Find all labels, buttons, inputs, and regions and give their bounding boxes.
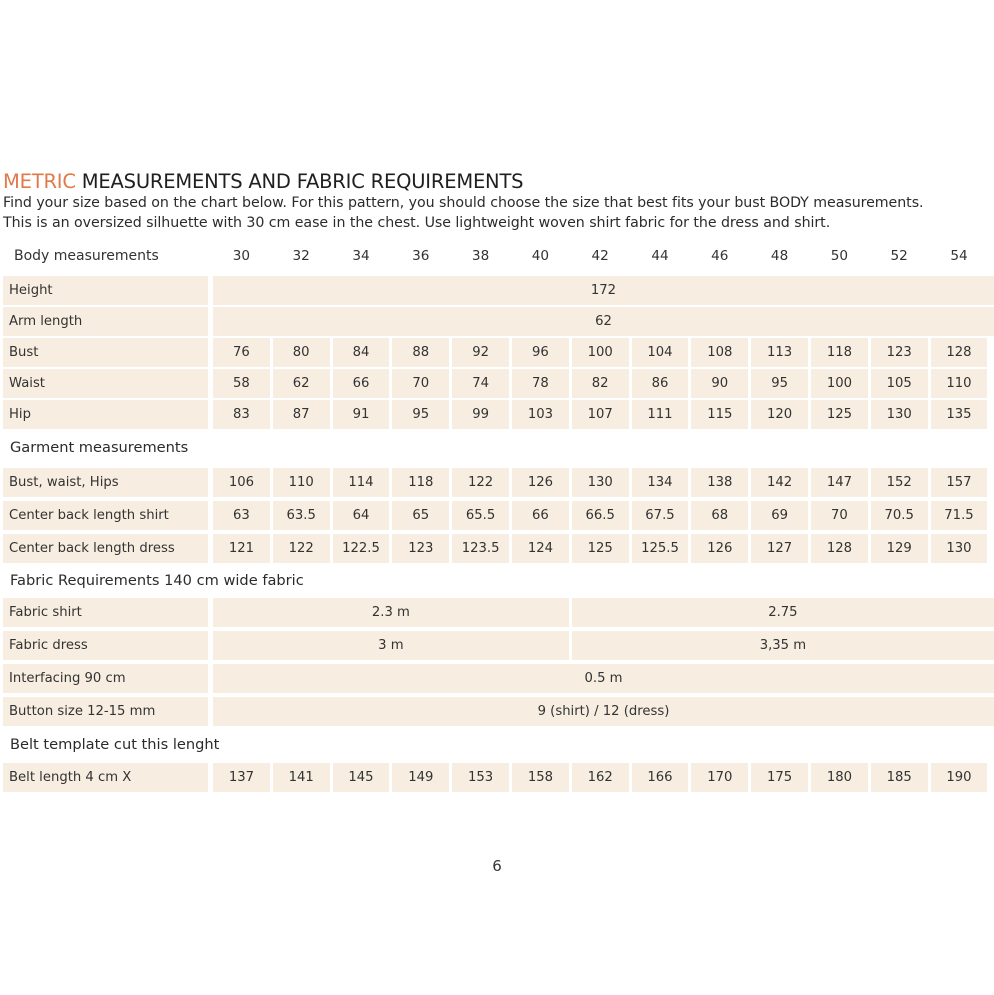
table-cell: 100 xyxy=(811,369,868,398)
table-cell: 88 xyxy=(392,338,449,367)
table-cell: 126 xyxy=(512,468,569,497)
table-cell: 125 xyxy=(811,400,868,429)
table-cell: 145 xyxy=(333,763,390,792)
span-cell: 9 (shirt) / 12 (dress) xyxy=(213,697,994,726)
row-label: Arm length xyxy=(3,307,208,336)
table-cell: 118 xyxy=(811,338,868,367)
belt-row xyxy=(3,763,994,792)
table-cell: 128 xyxy=(811,534,868,563)
table-cell: 147 xyxy=(811,468,868,497)
table-cell: 69 xyxy=(751,501,808,530)
intro-line: This is an oversized silhuette with 30 cm ease in the chest. Use lightweight woven shirt fabric for the dress and shirt. xyxy=(3,214,831,231)
table-cell: 66.5 xyxy=(572,501,629,530)
table-cell: 70 xyxy=(392,369,449,398)
table-cell: 107 xyxy=(572,400,629,429)
table-cell: 87 xyxy=(273,400,330,429)
table-cell: 106 xyxy=(213,468,270,497)
size-header-row xyxy=(3,243,994,269)
span-cell: 62 xyxy=(213,307,994,336)
fabric-row xyxy=(3,598,994,627)
fabric-row xyxy=(3,697,994,726)
table-cell: 110 xyxy=(273,468,330,497)
row-label: Fabric shirt xyxy=(3,598,208,627)
garment-row xyxy=(3,501,994,530)
table-cell: 162 xyxy=(572,763,629,792)
table-cell: 105 xyxy=(871,369,928,398)
size-header: 46 xyxy=(711,248,729,264)
table-cell: 114 xyxy=(333,468,390,497)
table-cell: 122 xyxy=(452,468,509,497)
table-cell: 68 xyxy=(691,501,748,530)
size-header: 54 xyxy=(950,248,968,264)
size-header: 36 xyxy=(412,248,430,264)
section-heading-garment: Garment measurements xyxy=(10,439,189,456)
table-cell: 84 xyxy=(333,338,390,367)
table-cell: 95 xyxy=(392,400,449,429)
table-cell: 142 xyxy=(751,468,808,497)
table-cell: 123 xyxy=(871,338,928,367)
row-label: Bust, waist, Hips xyxy=(3,468,208,497)
span-cell: 0.5 m xyxy=(213,664,994,693)
size-header: 40 xyxy=(531,248,550,264)
body-row xyxy=(3,276,994,305)
table-cell: 62 xyxy=(273,369,330,398)
size-header: 38 xyxy=(471,248,490,264)
table-cell: 76 xyxy=(213,338,270,367)
size-header: 34 xyxy=(352,248,370,264)
table-cell: 66 xyxy=(333,369,390,398)
fabric-left-cell: 3 m xyxy=(213,631,569,660)
table-cell: 134 xyxy=(632,468,689,497)
size-header: 50 xyxy=(830,248,849,264)
table-cell: 83 xyxy=(213,400,270,429)
table-cell: 67.5 xyxy=(632,501,689,530)
table-cell: 120 xyxy=(751,400,808,429)
table-cell: 138 xyxy=(691,468,748,497)
table-cell: 108 xyxy=(691,338,748,367)
span-cell: 172 xyxy=(213,276,994,305)
page-number: 6 xyxy=(492,857,502,875)
fabric-right-cell: 2.75 xyxy=(572,598,994,627)
table-cell: 78 xyxy=(512,369,569,398)
table-cell: 166 xyxy=(632,763,689,792)
row-label: Center back length dress xyxy=(3,534,208,563)
table-cell: 130 xyxy=(572,468,629,497)
table-cell: 170 xyxy=(691,763,748,792)
intro-line: Find your size based on the chart below. For this pattern, you should choose the size that best fits your bust BODY measurements. xyxy=(3,195,924,211)
title-accent: METRIC xyxy=(3,170,76,193)
table-cell: 66 xyxy=(512,501,569,530)
table-cell: 127 xyxy=(751,534,808,563)
table-cell: 118 xyxy=(392,468,449,497)
table-cell: 175 xyxy=(751,763,808,792)
row-label: Height xyxy=(3,276,208,305)
table-cell: 64 xyxy=(333,501,390,530)
row-label: Interfacing 90 cm xyxy=(3,664,208,693)
table-cell: 125 xyxy=(572,534,629,563)
row-label: Waist xyxy=(3,369,208,398)
row-label: Button size 12-15 mm xyxy=(3,697,208,726)
table-cell: 128 xyxy=(931,338,988,367)
table-cell: 157 xyxy=(931,468,988,497)
table-cell: 122 xyxy=(273,534,330,563)
table-cell: 111 xyxy=(632,400,689,429)
body-row xyxy=(3,400,994,429)
table-cell: 63 xyxy=(213,501,270,530)
size-header: 48 xyxy=(770,248,789,264)
intro-text xyxy=(3,194,924,233)
section-heading-fabric: Fabric Requirements 140 cm wide fabric xyxy=(10,572,304,589)
table-cell: 86 xyxy=(632,369,689,398)
table-cell: 149 xyxy=(392,763,449,792)
table-cell: 91 xyxy=(333,400,390,429)
table-cell: 125.5 xyxy=(632,534,689,563)
table-cell: 185 xyxy=(871,763,928,792)
table-cell: 153 xyxy=(452,763,509,792)
table-cell: 95 xyxy=(751,369,808,398)
table-cell: 123.5 xyxy=(452,534,509,563)
table-cell: 92 xyxy=(452,338,509,367)
table-cell: 129 xyxy=(871,534,928,563)
page-title xyxy=(3,170,523,193)
table-cell: 71.5 xyxy=(931,501,988,530)
table-cell: 65.5 xyxy=(452,501,509,530)
fabric-left-cell: 2.3 m xyxy=(213,598,569,627)
table-cell: 65 xyxy=(392,501,449,530)
row-label: Hip xyxy=(3,400,208,429)
row-label: Center back length shirt xyxy=(3,501,208,530)
size-header: 52 xyxy=(890,248,908,264)
table-cell: 104 xyxy=(632,338,689,367)
section-heading-belt: Belt template cut this lenght xyxy=(10,736,220,753)
table-cell: 99 xyxy=(452,400,509,429)
title-rest: MEASUREMENTS AND FABRIC REQUIREMENTS xyxy=(75,170,524,193)
size-header: 42 xyxy=(591,248,609,264)
table-cell: 90 xyxy=(691,369,748,398)
table-cell: 180 xyxy=(811,763,868,792)
table-cell: 74 xyxy=(452,369,509,398)
table-cell: 158 xyxy=(512,763,569,792)
header-label: Body measurements xyxy=(14,248,159,264)
row-label: Belt length 4 cm X xyxy=(3,763,208,792)
garment-row xyxy=(3,468,994,497)
table-cell: 110 xyxy=(931,369,988,398)
table-cell: 122.5 xyxy=(333,534,390,563)
table-cell: 123 xyxy=(392,534,449,563)
body-row xyxy=(3,307,994,336)
table-cell: 130 xyxy=(871,400,928,429)
size-header: 30 xyxy=(232,248,251,264)
table-cell: 96 xyxy=(512,338,569,367)
table-cell: 103 xyxy=(512,400,569,429)
table-cell: 113 xyxy=(751,338,808,367)
table-cell: 124 xyxy=(512,534,569,563)
size-header: 32 xyxy=(292,248,310,264)
table-cell: 82 xyxy=(572,369,629,398)
table-cell: 63.5 xyxy=(273,501,330,530)
table-cell: 70 xyxy=(811,501,868,530)
row-label: Fabric dress xyxy=(3,631,208,660)
garment-row xyxy=(3,534,994,563)
table-cell: 80 xyxy=(273,338,330,367)
table-cell: 141 xyxy=(273,763,330,792)
row-label: Bust xyxy=(3,338,208,367)
table-cell: 126 xyxy=(691,534,748,563)
table-cell: 152 xyxy=(871,468,928,497)
table-cell: 130 xyxy=(931,534,988,563)
fabric-row xyxy=(3,664,994,693)
fabric-right-cell: 3,35 m xyxy=(572,631,994,660)
size-header: 44 xyxy=(651,248,669,264)
table-cell: 100 xyxy=(572,338,629,367)
table-cell: 121 xyxy=(213,534,270,563)
table-cell: 135 xyxy=(931,400,988,429)
table-cell: 190 xyxy=(931,763,988,792)
table-cell: 115 xyxy=(691,400,748,429)
table-cell: 137 xyxy=(213,763,270,792)
table-cell: 58 xyxy=(213,369,270,398)
body-row xyxy=(3,369,994,398)
body-row xyxy=(3,338,994,367)
fabric-row xyxy=(3,631,994,660)
table-cell: 70.5 xyxy=(871,501,928,530)
